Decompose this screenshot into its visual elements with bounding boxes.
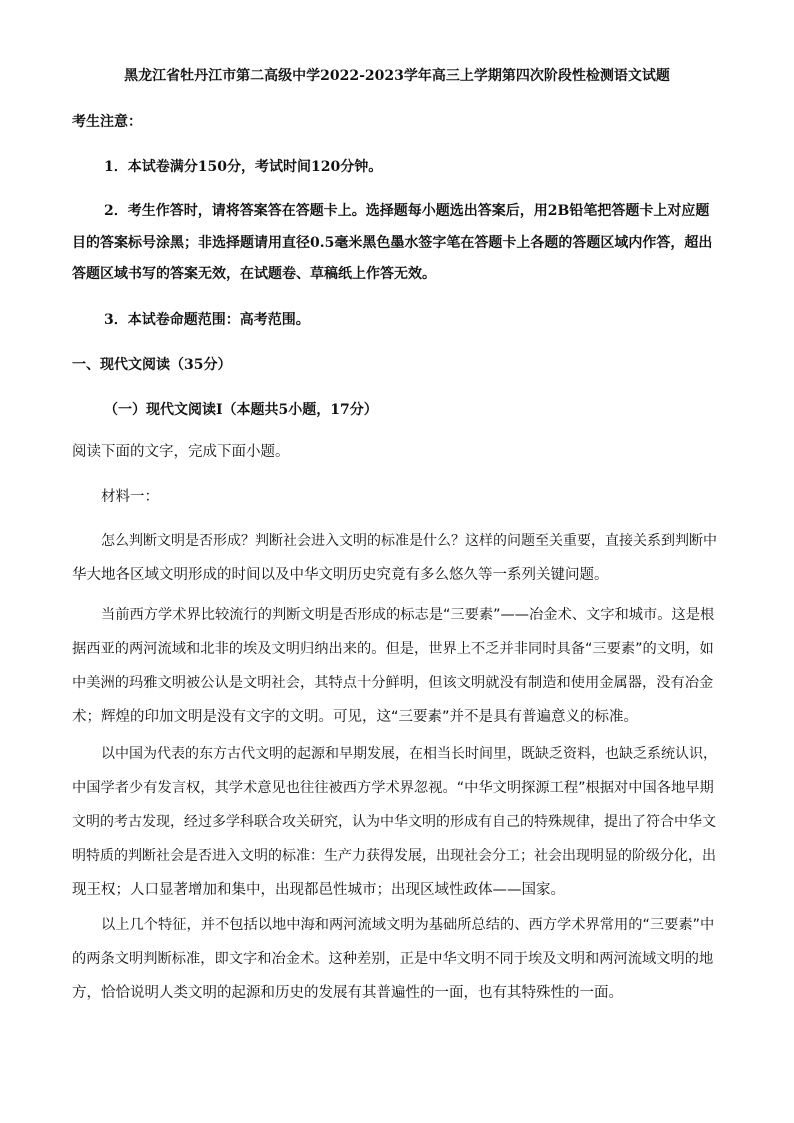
paragraph-line: 据西亚的两河流域和北非的埃及文明归纳出来的。但是，世界上不乏并非同时具备“三要素”的文明，如 <box>72 641 714 657</box>
notice-item-1: 1．本试卷满分150分，考试时间120分钟。 <box>104 159 383 175</box>
notice-item-2-continued: 答题区域书写的答案无效，在试题卷、草稿纸上作答无效。 <box>72 266 436 282</box>
paragraph-line: 术；辉煌的印加文明是没有文字的文明。可见，这“三要素”并不是具有普遍意义的标准。 <box>72 709 639 725</box>
paragraph-line: 明特质的判断社会是否进入文明的标准：生产力获得发展，出现社会分工；社会出现明显的阶级分化，出 <box>72 848 716 864</box>
paragraph-3 <box>72 737 724 907</box>
paragraph-1 <box>72 524 724 592</box>
paragraph-2 <box>72 598 724 734</box>
notice-heading: 考生注意： <box>72 114 142 130</box>
notice-item-2: 2．考生作答时，请将答案答在答题卡上。选择题每小题选出答案后，用2B铅笔把答题卡上对应题 <box>104 203 710 219</box>
subsection-heading: （一）现代文阅读Ⅰ（本题共5小题，17分） <box>104 402 378 418</box>
notice-item-3: 3．本试卷命题范围：高考范围。 <box>104 312 310 328</box>
document-title: 黑龙江省牡丹江市第二高级中学2022-2023学年高三上学期第四次阶段性检测语文试题 <box>124 68 670 84</box>
paragraph-line: 文明的考古发现，经过多学科联合攻关研究，认为中华文明的形成有自己的特殊规律，提出了符合中华文 <box>72 814 716 830</box>
paragraph-4 <box>72 908 724 1010</box>
paragraph-line: 中国学者少有发言权，其学术意见也往往被西方学术界忽视。“中华文明探源工程”根据对中国各地早期 <box>72 780 714 796</box>
paragraph-line: 中美洲的玛雅文明被公认是文明社会，其特点十分鲜明，但该文明就没有制造和使用金属器，没有冶金 <box>72 675 714 691</box>
notice-item-2-continued: 目的答案标号涂黑；非选择题请用直径0.5毫米黑色墨水签字笔在答题卡上各题的答题区域内作答，超出 <box>72 235 713 251</box>
reading-instruction: 阅读下面的文字，完成下面小题。 <box>72 444 290 460</box>
paragraph-line: 以中国为代表的东方古代文明的起源和早期发展，在相当长时间里，既缺乏资料，也缺乏系统认识， <box>101 746 717 762</box>
paragraph-line: 当前西方学术界比较流行的判断文明是否形成的标志是“三要素”——冶金术、文字和城市。这是根 <box>101 607 715 623</box>
paragraph-line: 以上几个特征，并不包括以地中海和两河流域文明为基础所总结的、西方学术界常用的“三要素”中 <box>101 917 715 933</box>
paragraph-line: 现王权；人口显著增加和集中，出现都邑性城市；出现区域性政体——国家。 <box>72 882 565 898</box>
paragraph-line: 方，恰恰说明人类文明的起源和历史的发展有其普遍性的一面，也有其特殊性的一面。 <box>72 985 623 1001</box>
paragraph-line: 的两条文明判断标准，即文字和冶金术。这种差别，正是中华文明不同于埃及文明和两河流域文明的地 <box>72 951 714 967</box>
section-heading: 一、现代文阅读（35分） <box>72 357 232 373</box>
paragraph-line: 华大地各区域文明形成的时间以及中华文明历史究竟有多么悠久等一系列关键问题。 <box>72 567 609 583</box>
paragraph-line: 怎么判断文明是否形成？判断社会进入文明的标准是什么？这样的问题至关重要，直接关系到判断中 <box>101 533 717 549</box>
material-label: 材料一： <box>101 489 159 505</box>
